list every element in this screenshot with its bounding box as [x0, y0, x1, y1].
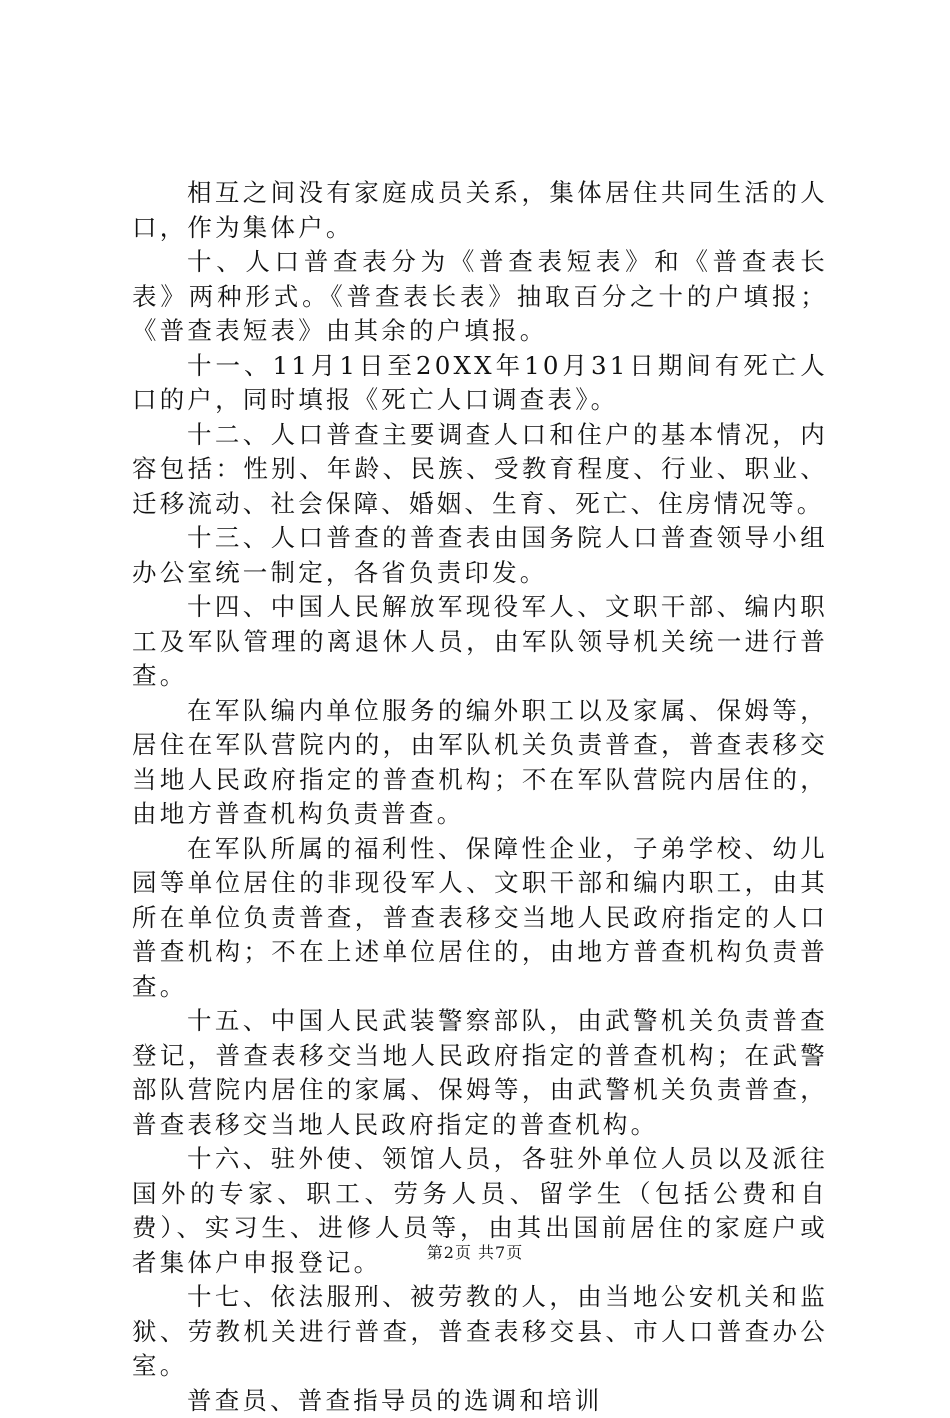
- section-heading: 普查员、普查指导员的选调和培训: [132, 1384, 828, 1418]
- paragraph-2: 十、人口普查表分为《普查表短表》和《普查表长表》两种形式。《普查表长表》抽取百分之十的户填报；《普查表短表》由其余的户填报。: [132, 245, 828, 349]
- document-body: [132, 176, 828, 1418]
- paragraph-8: 在军队所属的福利性、保障性企业，子弟学校、幼儿园等单位居住的非现役军人、文职干部和编内职工，由其所在单位负责普查，普查表移交当地人民政府指定的人口普查机构；不在上述单位居住的，由地方普查机构负责普查。: [132, 832, 828, 1005]
- paragraph-5: 十三、人口普查的普查表由国务院人口普查领导小组办公室统一制定，各省负责印发。: [132, 521, 828, 590]
- paragraph-4: 十二、人口普查主要调查人口和住户的基本情况，内容包括：性别、年龄、民族、受教育程度、行业、职业、迁移流动、社会保障、婚姻、生育、死亡、住房情况等。: [132, 418, 828, 522]
- paragraph-9: 十五、中国人民武装警察部队，由武警机关负责普查登记，普查表移交当地人民政府指定的普查机构；在武警部队营院内居住的家属、保姆等，由武警机关负责普查，普查表移交当地人民政府指定的普查机构。: [132, 1004, 828, 1142]
- paragraph-1: 相互之间没有家庭成员关系，集体居住共同生活的人口，作为集体户。: [132, 176, 828, 245]
- paragraph-10: 十六、驻外使、领馆人员，各驻外单位人员以及派往国外的专家、职工、劳务人员、留学生（包括公费和自费）、实习生、进修人员等，由其出国前居住的家庭户或者集体户申报登记。: [132, 1142, 828, 1280]
- page-footer: 第2页 共7页: [0, 1243, 950, 1263]
- paragraph-11: 十七、依法服刑、被劳教的人，由当地公安机关和监狱、劳教机关进行普查，普查表移交县、市人口普查办公室。: [132, 1280, 828, 1384]
- paragraph-7: 在军队编内单位服务的编外职工以及家属、保姆等，居住在军队营院内的，由军队机关负责普查，普查表移交当地人民政府指定的普查机构；不在军队营院内居住的，由地方普查机构负责普查。: [132, 694, 828, 832]
- paragraph-3: 十一、11月1日至20XX年10月31日期间有死亡人口的户，同时填报《死亡人口调查表》。: [132, 349, 828, 418]
- paragraph-6: 十四、中国人民解放军现役军人、文职干部、编内职工及军队管理的离退休人员，由军队领导机关统一进行普查。: [132, 590, 828, 694]
